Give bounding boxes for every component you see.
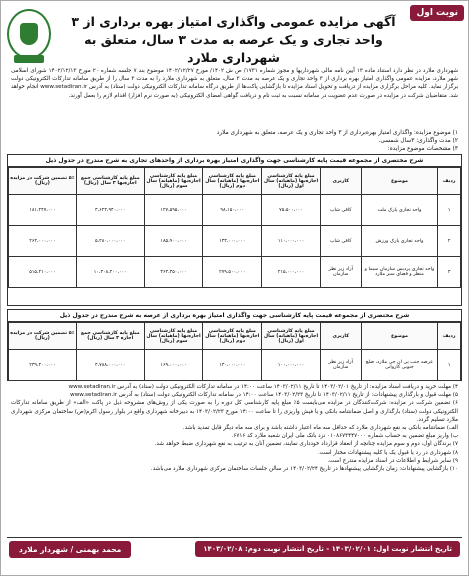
column-header: مبلغ پایه کارشناسی اجاره‌بها (ماهیانه) سال دوم (ریال) xyxy=(203,323,262,350)
publication-dates: تاریخ انتشار نوبت اول: ۱۴۰۳/۰۲/۰۱ - تاریخ انتشار نوبت دوم: ۱۴۰۳/۰۲/۰۸ xyxy=(195,541,460,557)
table-cell: ۴،۷۸۸،۰۰۰،۰۰۰ xyxy=(76,350,144,381)
column-header: ردیف xyxy=(438,323,461,350)
round-badge: نوبت اول xyxy=(410,5,464,21)
table-cell: ۳ xyxy=(438,257,461,288)
column-header: کاربری xyxy=(320,323,361,350)
table-cell: ۱۰۰،۰۰۰،۰۰۰ xyxy=(262,350,321,381)
column-header: موضوع xyxy=(361,323,438,350)
column-header: ۵٪ تضمین شرکت در مزایده (ریال) xyxy=(9,323,77,350)
table-cell: ۲ xyxy=(438,226,461,257)
column-header: مبلغ پایه کارشناسی اجاره‌بها (ماهیانه) سال سوم (ریال) xyxy=(144,168,203,195)
footer-divider xyxy=(7,537,462,538)
table-cell: ۳۶۳،۳۵۰،۰۰۰ xyxy=(144,257,203,288)
table-cell: ۱۳۰،۰۰۰،۰۰۰ xyxy=(203,350,262,381)
table-cell: ۱۸۱،۲۴۷،۰۰۰ xyxy=(9,195,77,226)
condition-item: ب) واریز مبلغ تضمین به حساب شماره ۰۱۰۸۶۷۳۴۴۷۰۰۰ نزد بانک ملی ایران شعبه ملارد کد ۶۷۱۶. xyxy=(231,433,458,440)
table-cell: ۱۱۰،۰۰۰،۰۰۰ xyxy=(262,226,321,257)
notice-title: آگهی مزایده عمومی واگذاری امتیاز بهره برداری از ۳ واحد تجاری و یک عرصه به مدت ۳ سال، متعلق به شهرداری ملارد xyxy=(71,14,396,65)
table-row xyxy=(9,226,461,257)
signatory: محمد بهمنی / شهردار ملارد xyxy=(9,541,131,558)
condition-item: ۶) تضمین شرکت در مزایده: شرکت‌کنندگان در مزایده می‌بایست ۵٪ مبلغ پایه کارشناسی کل دوره را به صورت یکی از روش‌های مشروحه ذیل در پاکت «الف» از طریق سامانه تدارکات الکترونیکی دولت (ستاد) بارگذاری و اصل ضمانتنامه بانکی و یا فیش واریزی را تا ساعت ۱۴:۰۰ مورخ ۱۴۰۳/۰۲/۲۳ به دبیرخانه شهرداری واقع در بلوار رسول اکرم(ص) ساختمان مرکزی شهرداری ملارد تسلیم گردد. xyxy=(11,400,458,423)
table-caption: شرح مختصری از مجموعه قیمت پایه کارشناسی جهت واگذاری امتیاز بهره برداری از عرصه به شرح مندرج در جدول ذیل xyxy=(8,310,461,322)
conditions-list xyxy=(11,383,458,473)
column-header: مبلغ پایه کارشناسی اجاره‌بها (ماهیانه) سال اول (ریال) xyxy=(262,323,321,350)
condition-item: ۵) مهلت قبول و بارگذاری پیشنهادات: از تاریخ ۱۴۰۳/۰۲/۱۱ تا تاریخ ۱۴۰۳/۰۲/۲۳ ساعت ۱۴:۰۰ در سامانه تدارکات الکترونیکی دولت (ستاد) به آدرس www.setadiran.ir xyxy=(70,392,458,399)
table-cell: واحد تجاری پردیس سازمان سیما و منظر و فضای سبز ملارد xyxy=(361,257,438,288)
table-cell: ۱ xyxy=(438,350,461,381)
section-item: ۱) موضوع مزایده: واگذاری امتیاز بهره‌برداری از ۳ واحد تجاری و یک عرصه، متعلق به شهرداری ملارد xyxy=(216,130,458,136)
table-cell: ۱۶۹،۰۰۰،۰۰۰ xyxy=(144,350,203,381)
table-cell: واحد تجاری پارک ورزش xyxy=(361,226,438,257)
commercial-units-table xyxy=(7,154,462,306)
table-cell: ۷۵،۵۰۰،۰۰۰ xyxy=(262,195,321,226)
column-header: کاربری xyxy=(320,168,361,195)
column-header: مبلغ پایه کارشناسی جمع اجاره ۳ سال (ریال) xyxy=(76,323,144,350)
table-cell: ۲۱۵،۰۰۰،۰۰۰ xyxy=(262,257,321,288)
section-item: ۳) مشخصات موضوع مزایده: xyxy=(387,146,458,152)
table-caption: شرح مختصری از مجموعه قیمت پایه کارشناسی جهت واگذاری امتیاز بهره برداری از واحدهای تجاری به شرح مندرج در جدول ذیل xyxy=(8,155,461,167)
table-row xyxy=(9,195,461,226)
table-row xyxy=(9,350,461,381)
table-cell: ۵،۲۸۰،۰۰۰،۰۰۰ xyxy=(76,226,144,257)
table xyxy=(8,322,461,381)
condition-item: ۴) مهلت خرید و دریافت اسناد مزایده: از تاریخ ۱۴۰۳/۰۲/۰۱ تا تاریخ ۱۴۰۳/۰۲/۱۱ ساعت ۱۴:۰۰ در سامانه تدارکات الکترونیکی دولت (ستاد) به آدرس www.setadiran.ir xyxy=(68,384,458,390)
table-cell: ۱ xyxy=(438,195,461,226)
land-parcel-table xyxy=(7,309,462,381)
table xyxy=(8,167,461,288)
intro-paragraph: شهرداری ملارد در نظر دارد استناد ماده ۱۳ آیین نامه مالی شهرداریها و مجوز شماره ۱۷۳۱/ ص ش ۱۴۰۲/ مورخ ۱۴۰۲/۱۲/۲۷ موضوع بند ۷ جلسه شماره ۲۰ مورخ ۱۴۰۲/۱۲/۱۳ شورای اسلامی شهر ملارد، مزایده عمومی واگذاری امتیاز بهره برداری از ۳ واحد تجاری و یک عرصه به مدت ۳ سال، متعلق به شهرداری ملارد را به مدت ۳ سال را از طریق سامانه تدارکات الکترونیکی دولت برگزار نماید. کلیه مراحل برگزاری مزایده از دریافت و تحویل اسناد مزایده تا بازگشایی پاکت‌ها از طریق درگاه سامانه تدارکات الکترونیکی دولت (ستاد) به آدرس www.setadiran.ir انجام خواهد شد. متقاضیان شرکت در مزایده در صورت عدم عضویت در سامانه نسبت به ثبت نام و دریافت گواهی امضای الکترونیکی (به صورت نرم افزار) اقدام لازم را بعمل آورند. xyxy=(11,68,459,99)
table-cell: آزاد زیر نظر سازمان xyxy=(320,257,361,288)
table-cell: ۱۰،۳۰۸،۲۰۰،۰۰۰ xyxy=(76,257,144,288)
column-header: مبلغ پایه کارشناسی اجاره‌بها (ماهیانه) سال سوم (ریال) xyxy=(144,323,203,350)
column-header: ۵٪ تضمین شرکت در مزایده (ریال) xyxy=(9,168,77,195)
column-header: مبلغ پایه کارشناسی جمع اجاره‌بها ۳ سال (ریال) xyxy=(76,168,144,195)
condition-item: الف) ضمانتنامه بانکی به نفع شهرداری ملارد که حداقل سه ماه اعتبار داشته باشد و برای سه ماه دیگر قابل تمدید باشد. xyxy=(182,425,458,432)
table-cell: کافی شاپ xyxy=(320,226,361,257)
table-cell: ۲۶۴،۰۰۰،۰۰۰ xyxy=(9,226,77,257)
table-cell: ۵۱۵،۴۱۰،۰۰۰ xyxy=(9,257,77,288)
table-cell: ۱۴۳،۰۰۰،۰۰۰ xyxy=(203,226,262,257)
condition-item: ۱۰) بازگشایی پیشنهادات: زمان بازگشایی پیشنهادها در تاریخ ۱۴۰۳/۰۲/۲۴ در سالن جلسات ساختمان مرکزی شهرداری ملارد می‌باشد. xyxy=(150,466,458,473)
section-item: ۲) مدت واگذاری: ۳سال شمسی. xyxy=(378,138,458,144)
section-list xyxy=(11,129,458,153)
table-cell: ۱۸۵،۹۰۰،۰۰۰ xyxy=(144,226,203,257)
condition-item: ۷) برندگان اول، دوم و سوم مزایده چنانچه از انعقاد قرارداد خودداری نمایند، تضمین آنان به ترتیب به نفع شهرداری ضبط خواهد شد. xyxy=(154,441,458,448)
table-cell: ۲۳۹،۴۰۰،۰۰۰ xyxy=(9,350,77,381)
municipality-emblem-icon xyxy=(7,9,51,59)
table-cell: عرصه جنب بی ان جی ملارد، ضلع جنوبی کاروانی xyxy=(361,350,438,381)
table-cell: آزاد زیر نظر سازمان xyxy=(320,350,361,381)
table-row xyxy=(9,257,461,288)
column-header: موضوع xyxy=(361,168,438,195)
table-cell: کافی شاپ xyxy=(320,195,361,226)
table-cell: ۲۷۹،۵۰۰،۰۰۰ xyxy=(203,257,262,288)
table-cell: ۳،۶۲۴،۹۴۰،۰۰۰ xyxy=(76,195,144,226)
condition-item: ۸) شهرداری در رد یا قبول یک یا کلیه پیشنهادات مختار است. xyxy=(318,449,458,456)
table-header-row xyxy=(9,168,461,195)
column-header: مبلغ پایه کارشناسی اجاره‌بها (ماهیانه) سال اول (ریال) xyxy=(262,168,321,195)
table-header-row xyxy=(9,323,461,350)
table-cell: ۱۲۷،۵۹۵،۰۰۰ xyxy=(144,195,203,226)
column-header: ردیف xyxy=(438,168,461,195)
condition-item: ۹) سایر شرایط و اطلاعات در اسناد مزایده مندرج است. xyxy=(327,457,458,464)
table-cell: ۹۸،۱۵۰،۰۰۰ xyxy=(203,195,262,226)
column-header: مبلغ پایه کارشناسی اجاره‌بها (ماهیانه) سال دوم (ریال) xyxy=(203,168,262,195)
table-cell: واحد تجاری پارک ملت xyxy=(361,195,438,226)
